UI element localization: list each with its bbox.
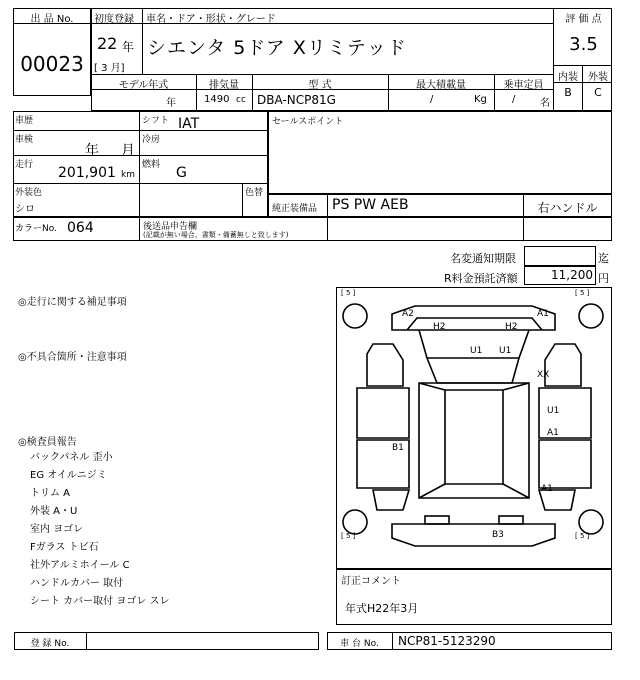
right-rear-door	[539, 440, 591, 488]
capacity-label: 乗車定員	[503, 80, 544, 91]
inspector-title: ◎検査員報告	[18, 437, 77, 448]
model-type: DBA-NCP81G	[257, 93, 336, 107]
chassis-label: 車 台 No.	[340, 639, 379, 649]
damage-mark: B1	[392, 443, 404, 453]
inspector-line: ハンドルカバー 取付	[30, 578, 124, 589]
equipment-value: PS PW AEB	[332, 197, 409, 213]
color-no-box	[13, 217, 612, 241]
damage-mark: A1	[541, 484, 553, 494]
tire-label: [ 5 ]	[341, 289, 356, 297]
inspector-line: 社外アルミホイール C	[30, 560, 130, 571]
inspection-label: 車検	[15, 135, 34, 145]
recycle-unit: 円	[598, 272, 609, 285]
steering-value: 右ハンドル	[537, 201, 598, 215]
color-no-value: 064	[67, 220, 94, 236]
damage-mark: XX	[537, 370, 550, 380]
body-outline	[419, 383, 529, 498]
defects-title: ◎不具合箇所・注意事項	[18, 352, 127, 363]
car-name: シエンタ 5ドア Xリミテッド	[147, 37, 407, 59]
first-reg-month: [ 3 月]	[94, 63, 125, 74]
reg-no-label: 登 録 No.	[30, 639, 70, 649]
windshield	[427, 358, 519, 383]
exterior-label: 外装	[588, 72, 608, 83]
type-label: 型 式	[308, 80, 332, 91]
displacement-unit: cc	[236, 95, 246, 105]
interior-grade: B	[564, 86, 572, 99]
model-year-label: モデル年式	[118, 80, 169, 91]
inspector-line: EG オイルニジミ	[30, 470, 107, 481]
sales-point-label: セールスポイント	[272, 117, 344, 127]
mileage-value: 201,901	[58, 165, 116, 181]
driving-notes-title: ◎走行に関する補足事項	[18, 297, 127, 308]
rear-light-right	[499, 516, 523, 524]
damage-diagram	[336, 287, 612, 569]
mileage-unit: km	[121, 170, 135, 180]
shift-value: IAT	[178, 116, 200, 132]
damage-mark: U1	[470, 346, 483, 356]
equipment-label: 純正装備品	[272, 204, 318, 214]
correction-title: 訂正コメント	[341, 576, 401, 587]
lot-number-label: 出 品 No.	[30, 14, 74, 25]
damage-mark: A1	[547, 428, 559, 438]
damage-mark: A1	[537, 309, 549, 319]
inspector-line: シート カバー取付 ヨゴレ スレ	[30, 596, 170, 607]
ext-color-label: 外装色	[15, 188, 43, 198]
fuel-label: 燃料	[142, 160, 161, 170]
damage-mark: H2	[433, 322, 446, 332]
roof	[445, 390, 503, 484]
correction-text: 年式H22年3月	[345, 602, 419, 615]
shift-label: シフト	[142, 116, 170, 126]
ext-color-value: シロ	[15, 204, 35, 215]
tire-front-left	[343, 304, 367, 328]
spec-box	[13, 111, 268, 217]
damage-mark: H2	[505, 322, 518, 332]
tire-label: [ 5 ]	[575, 289, 590, 297]
color-no-label: カラーNo.	[15, 224, 57, 234]
history-label: 車歴	[15, 116, 34, 126]
name-change-label: 名変通知期限	[450, 252, 516, 265]
left-front-fender	[367, 344, 403, 386]
capacity-unit: 名	[540, 98, 550, 109]
first-reg-label: 初度登録	[94, 14, 134, 25]
inspection-month-unit: 月	[121, 143, 135, 159]
max-load-label: 最大積載量	[416, 80, 466, 91]
tire-rear-right	[579, 510, 603, 534]
rear-bumper	[392, 524, 555, 546]
inspector-line: 室内 ヨゴレ	[30, 524, 84, 535]
name-change-unit: 迄	[598, 252, 609, 265]
exterior-grade: C	[594, 86, 602, 99]
damage-mark: U1	[547, 406, 560, 416]
inspector-line: トリム A	[30, 488, 71, 499]
fuel-value: G	[176, 165, 187, 181]
lot-number: 00023	[20, 52, 84, 76]
model-year-unit: 年	[166, 98, 176, 109]
name-change-box	[524, 246, 596, 266]
color-change-label: 色替	[245, 188, 264, 198]
max-load-unit: Kg	[474, 94, 487, 105]
car-diagram-svg	[337, 288, 611, 568]
car-name-label: 車名・ドア・形状・グレード	[146, 14, 276, 25]
inspection-year-unit: 年	[85, 143, 99, 159]
displacement-label: 排気量	[209, 80, 239, 91]
grille	[407, 318, 542, 330]
damage-mark: A2	[402, 309, 414, 319]
tire-label: [ 5 ]	[575, 532, 590, 540]
interior-label: 内装	[558, 72, 578, 83]
left-rear-fender	[373, 490, 409, 510]
left-front-door	[357, 388, 409, 438]
declaration-note: (記載が無い場合、書類・備蓄無しと致します)	[143, 231, 289, 239]
capacity-slash: /	[512, 94, 516, 105]
recycle-value: 11,200	[551, 268, 593, 282]
tire-rear-left	[343, 510, 367, 534]
tire-front-right	[579, 304, 603, 328]
max-load-slash: /	[430, 94, 434, 105]
declaration-label: 後送品申告欄	[143, 222, 198, 232]
inspector-line: 外装 A・U	[30, 506, 78, 517]
damage-mark: B3	[492, 530, 504, 540]
mileage-label: 走行	[15, 160, 34, 170]
first-reg-year-unit: 年	[122, 40, 135, 54]
inspector-line: Fガラス トビ石	[30, 542, 99, 553]
first-reg-year: 22	[97, 34, 118, 53]
inspector-line: バックパネル 歪小	[30, 452, 113, 463]
damage-mark: U1	[499, 346, 512, 356]
chassis-value: NCP81-5123290	[398, 634, 496, 648]
displacement-value: 1490	[204, 94, 230, 105]
tire-label: [ 5 ]	[341, 532, 356, 540]
score-label: 評 価 点	[565, 14, 602, 25]
recycle-label: R料金預託済額	[444, 272, 518, 285]
ac-label: 冷房	[142, 135, 161, 145]
rear-light-left	[425, 516, 449, 524]
score: 3.5	[569, 34, 598, 55]
right-front-fender	[545, 344, 581, 386]
